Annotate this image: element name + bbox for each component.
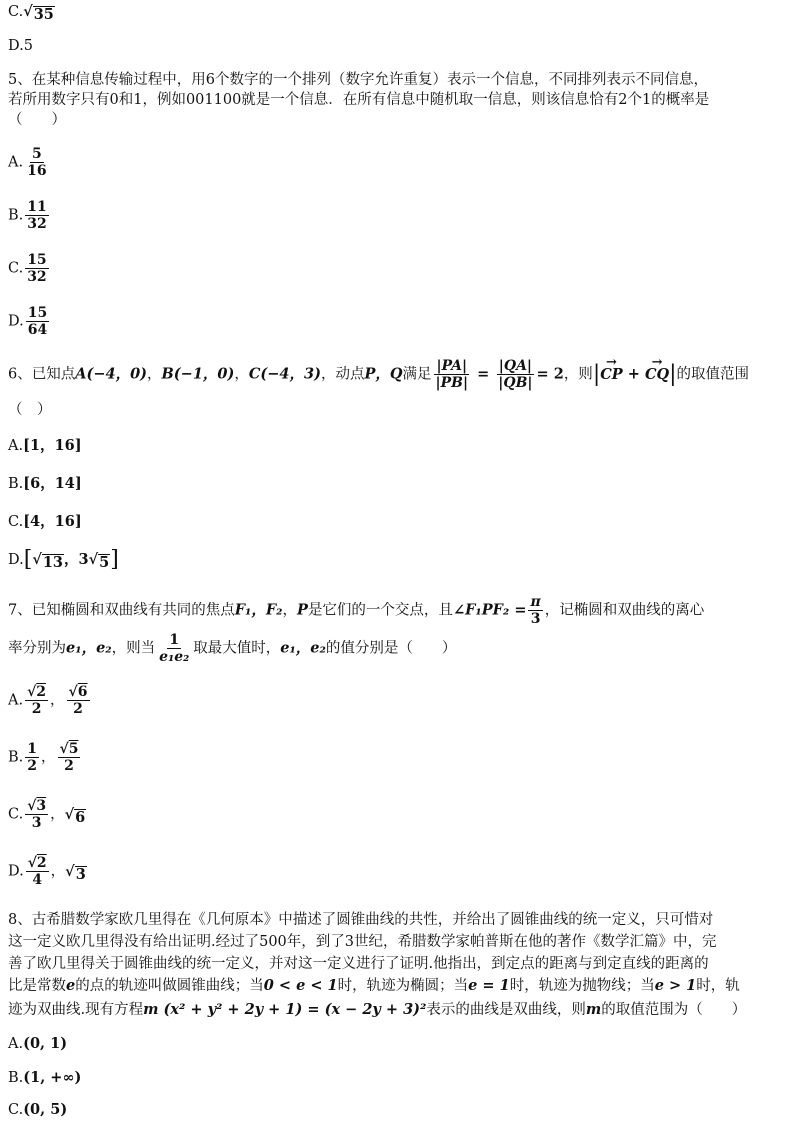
fraction: $\frac{\pi}{3}$ [530, 594, 541, 627]
q6-option-b: B.[6，14] [8, 475, 82, 492]
q5-stem-line-2: 若所用数字只有0和1，例如001100就是一个信息．在所有信息中随机取一信息，则该信息恰有2个1的概率是 [8, 92, 710, 108]
fraction: $\frac{|PA|}{|PB|}$ [435, 358, 469, 391]
q8-option-c: C.(0, 5) [8, 1101, 68, 1118]
q7-stem-line-2: 率分别为e₁，e₂，则当 $\frac{1}{\text{e₁e₂}}$ 取最大值时，e₁，e₂的值分别是（ ） [8, 632, 457, 665]
fraction: $\frac{|QA|}{|QB|}$ [498, 358, 533, 391]
q8-stem-line-1: 8、古希腊数学家欧几里得在《几何原本》中描述了圆锥曲线的共性，并给出了圆锥曲线的统一定义，只可惜对 [8, 912, 714, 928]
fraction: $\frac{15}{64}$ [27, 305, 48, 338]
fraction: $\frac{11}{32}$ [27, 199, 47, 232]
q5-stem-line-1: 5、在某种信息传输过程中，用6个数字的一个排列（数字允许重复）表示一个信息，不同排列表示不同信息， [8, 72, 708, 88]
q6-stem: 6、已知点A(−4，0)，B(−1，0)，C(−4，3)，动点P，Q满足 $\frac{|PA|}{|PB|}$ = $\frac{|QA|}{|QB|}$ = 2，则|→ CP + → CQ|的取值范围 [8, 358, 749, 391]
fraction: $\frac{1}{\text{e₁e₂}}$ [159, 632, 190, 665]
q8-stem-line-3: 善了欧几里得关于圆锥曲线的统一定义，并对这一定义进行了证明.他指出，到定点的距离与到定直线的距离的 [8, 956, 709, 972]
q8-stem-line-2: 这一定义欧几里得没有给出证明.经过了500年，到了3世纪，希腊数学家帕普斯在他的著作《数学汇篇》中，完 [8, 934, 717, 950]
option-letter: C. [8, 4, 24, 20]
q8-option-b: B.(1, +∞) [8, 1069, 82, 1086]
q6-blank: （ ） [8, 402, 52, 418]
q5-stem-line-3: （ ） [8, 112, 66, 128]
q4-option-c [8, 2, 55, 22]
q8-stem-line-4: 比是常数e的点的轨迹叫做圆锥曲线；当0 < e < 1时，轨迹为椭圆；当e = 1时，轨迹为抛物线；当e > 1时，轨 [8, 977, 740, 994]
q6-option-a: A.[1，16] [8, 437, 82, 454]
q7-option-b: B. $\frac{1}{2}$ ， $\frac{√5}{2}$ [8, 741, 79, 774]
q6-option-c: C.[4，16] [8, 513, 82, 530]
q7-option-d: D. $\frac{√2}{4}$ ， √ 3 [8, 855, 86, 888]
fraction: $\frac{15}{32}$ [27, 252, 47, 285]
fraction: $\frac{5}{16}$ [27, 146, 47, 179]
q6-option-d: D.[ √ 13 ，3 √ 5 ] [8, 547, 119, 572]
q8-stem-line-5: 迹为双曲线.现有方程m (x² + y² + 2y + 1) = (x − 2y + 3)²表示的曲线是双曲线，则m的取值范围为（ ） [8, 1001, 747, 1018]
q5-option-b: B. $\frac{11}{32}$ [8, 199, 47, 232]
q8-option-a: A.(0, 1) [8, 1035, 68, 1052]
q5-option-a: A. $\frac{5}{16}$ [8, 146, 47, 179]
q5-option-d: D. $\frac{15}{64}$ [8, 305, 48, 338]
sqrt-expression: √ 35 [23, 3, 54, 23]
q7-option-a: A. $\frac{√2}{2}$ ， $\frac{√6}{2}$ [8, 684, 88, 717]
vector-cq: → CQ [645, 361, 669, 385]
equation: m (x² + y² + 2y + 1) = (x − 2y + 3)² [143, 1001, 427, 1018]
vector-cp: → CP [600, 361, 622, 385]
q7-stem-line-1: 7、已知椭圆和双曲线有共同的焦点F₁，F₂，P是它们的一个交点，且∠F₁PF₂ = $\frac{\pi}{3}$ ，记椭圆和双曲线的离心 [8, 594, 705, 627]
q4-option-d: D.5 [8, 38, 33, 54]
q5-option-c: C. $\frac{15}{32}$ [8, 252, 47, 285]
q7-option-c: C. $\frac{√3}{3}$ ， √ 6 [8, 798, 86, 831]
